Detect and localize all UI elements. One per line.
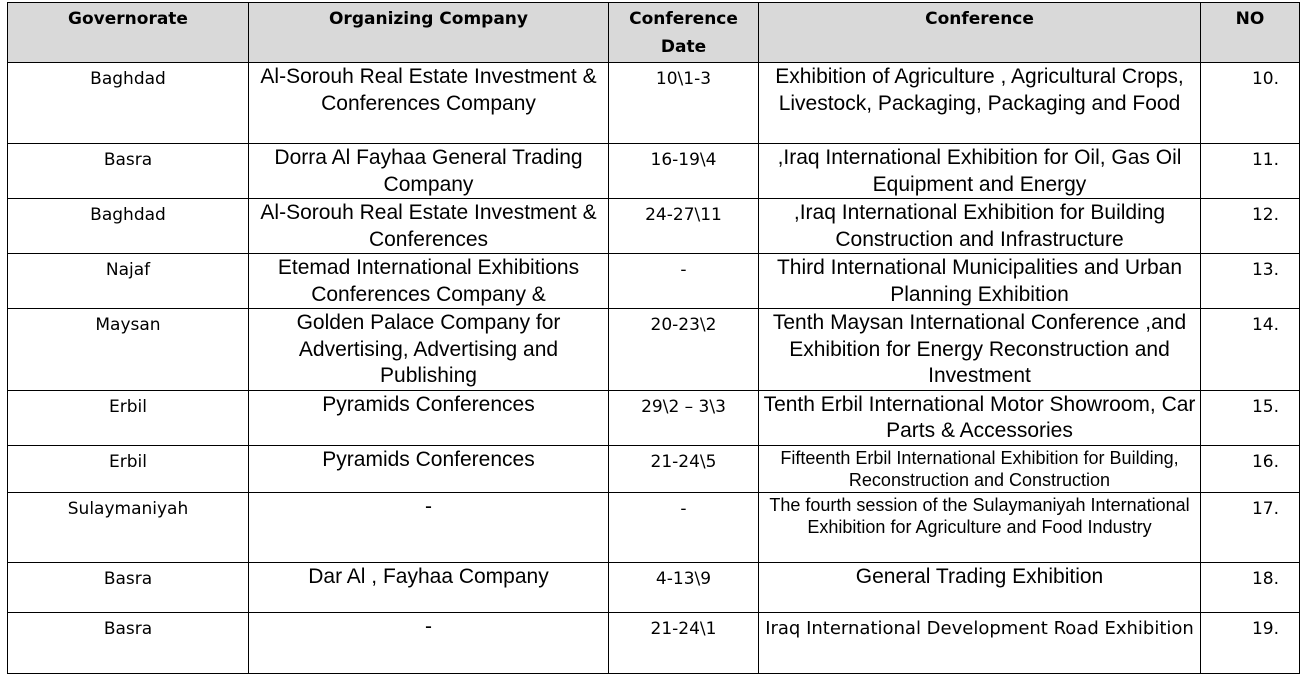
header-row	[8, 3, 1300, 63]
company-cell: Etemad International Exhibitions Conferences Company &	[249, 254, 609, 309]
governorate-cell: Basra	[8, 612, 249, 673]
table-row	[8, 612, 1300, 673]
number-cell: 14.	[1201, 309, 1300, 391]
governorate-cell: Najaf	[8, 254, 249, 309]
number-cell: 13.	[1201, 254, 1300, 309]
date-cell: 10\1-3	[609, 63, 759, 144]
table-row	[8, 63, 1300, 144]
number-cell: 15.	[1201, 390, 1300, 445]
company-cell: Pyramids Conferences	[249, 390, 609, 445]
governorate-cell: Erbil	[8, 445, 249, 492]
table-row	[8, 254, 1300, 309]
number-cell: 19.	[1201, 612, 1300, 673]
conference-cell: ,Iraq International Exhibition for Building Construction and Infrastructure	[759, 199, 1201, 254]
number-cell: 12.	[1201, 199, 1300, 254]
governorate-cell: Maysan	[8, 309, 249, 391]
number-cell: 17.	[1201, 492, 1300, 562]
governorate-cell: Erbil	[8, 390, 249, 445]
date-cell: -	[609, 492, 759, 562]
conference-cell: Third International Municipalities and Urban Planning Exhibition	[759, 254, 1201, 309]
date-cell: 24-27\11	[609, 199, 759, 254]
date-cell: 16-19\4	[609, 144, 759, 199]
company-cell: Pyramids Conferences	[249, 445, 609, 492]
header-conference: Conference	[759, 3, 1201, 63]
conference-cell: Exhibition of Agriculture , Agricultural Crops, Livestock, Packaging, Packaging and Food	[759, 63, 1201, 144]
conference-cell: Tenth Maysan International Conference ,and Exhibition for Energy Reconstruction and Investment	[759, 309, 1201, 391]
table-row	[8, 199, 1300, 254]
company-cell: -	[249, 492, 609, 562]
date-cell: -	[609, 254, 759, 309]
conference-cell: Tenth Erbil International Motor Showroom, Car Parts & Accessories	[759, 390, 1201, 445]
table-row	[8, 445, 1300, 492]
table-row	[8, 492, 1300, 562]
date-cell: 21-24\1	[609, 612, 759, 673]
header-organizing-company: Organizing Company	[249, 3, 609, 63]
number-cell: 11.	[1201, 144, 1300, 199]
date-cell: 4-13\9	[609, 562, 759, 612]
table-row	[8, 309, 1300, 391]
company-cell: Dar Al , Fayhaa Company	[249, 562, 609, 612]
company-cell: Al-Sorouh Real Estate Investment & Conferences	[249, 199, 609, 254]
header-conference-date: Conference Date	[609, 3, 759, 63]
governorate-cell: Baghdad	[8, 63, 249, 144]
date-cell: 21-24\5	[609, 445, 759, 492]
date-cell: 29\2 – 3\3	[609, 390, 759, 445]
company-cell: Golden Palace Company for Advertising, Advertising and Publishing	[249, 309, 609, 391]
number-cell: 16.	[1201, 445, 1300, 492]
header-no: NO	[1201, 3, 1300, 63]
governorate-cell: Sulaymaniyah	[8, 492, 249, 562]
conference-cell: General Trading Exhibition	[759, 562, 1201, 612]
company-cell: Dorra Al Fayhaa General Trading Company	[249, 144, 609, 199]
conference-table	[7, 2, 1300, 674]
company-cell: -	[249, 612, 609, 673]
conference-cell: Fifteenth Erbil International Exhibition for Building, Reconstruction and Construction	[759, 445, 1201, 492]
governorate-cell: Basra	[8, 562, 249, 612]
number-cell: 18.	[1201, 562, 1300, 612]
company-cell: Al-Sorouh Real Estate Investment & Conferences Company	[249, 63, 609, 144]
table-row	[8, 390, 1300, 445]
number-cell: 10.	[1201, 63, 1300, 144]
governorate-cell: Baghdad	[8, 199, 249, 254]
header-governorate: Governorate	[8, 3, 249, 63]
governorate-cell: Basra	[8, 144, 249, 199]
conference-cell: The fourth session of the Sulaymaniyah International Exhibition for Agriculture and Food Industry	[759, 492, 1201, 562]
table-row	[8, 144, 1300, 199]
date-cell: 20-23\2	[609, 309, 759, 391]
conference-cell: Iraq International Development Road Exhibition	[759, 612, 1201, 673]
conference-cell: ,Iraq International Exhibition for Oil, Gas Oil Equipment and Energy	[759, 144, 1201, 199]
table-row	[8, 562, 1300, 612]
